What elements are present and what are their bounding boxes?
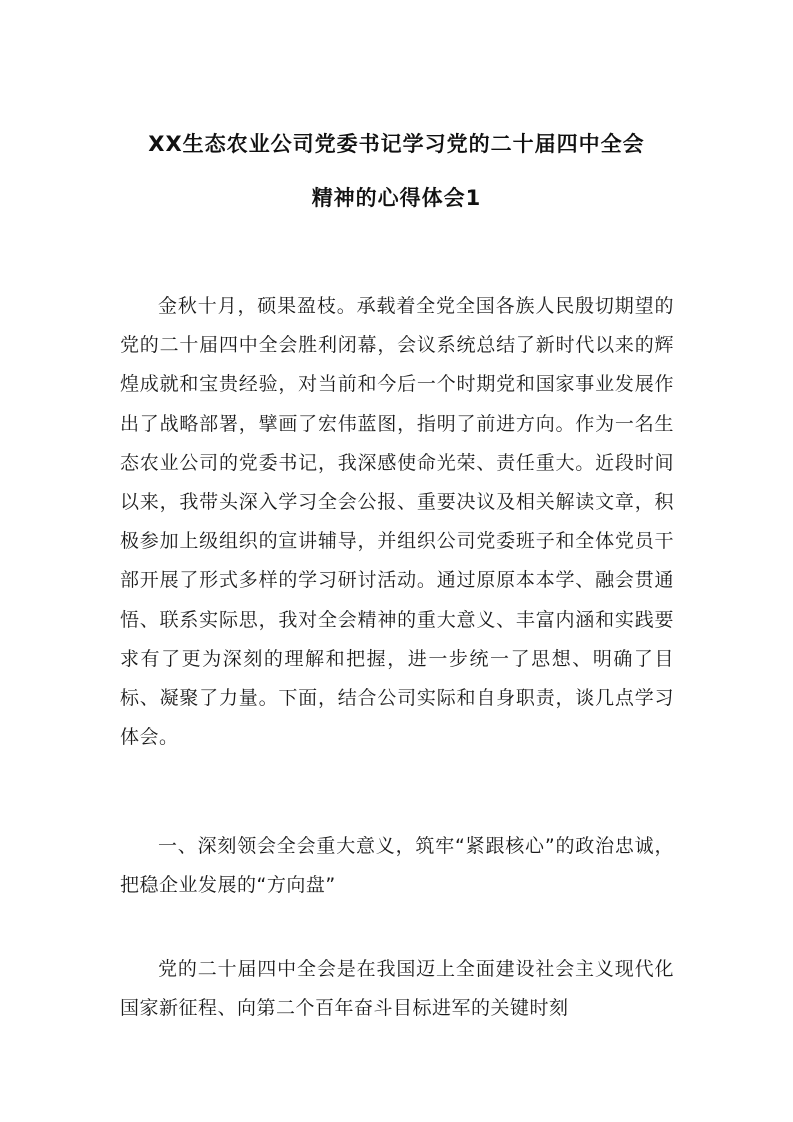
document-title-line-1: XX生态农业公司党委书记学习党的二十届四中全会 — [148, 132, 645, 156]
section-heading-1: 一、深刻领会全会重大意义，筑牢“紧跟核心”的政治忠诚，把稳企业发展的“方向盘” — [120, 835, 674, 897]
document-title-line-2: 精神的心得体会1 — [311, 186, 482, 210]
intro-paragraph: 金秋十月，硕果盈枝。承载着全党全国各族人民殷切期望的党的二十届四中全会胜利闭幕，会议系统总结了新时代以来的辉煌成就和宝贵经验，对当前和今后一个时期党和国家事业发展作出了战略部署，擘画了宏伟蓝图，指明了前进方向。作为一名生态农业公司的党委书记，我深感使命光荣、责任重大。近段时间以来，我带头深入学习全会公报、重要决议及相关解读文章，积极参加上级组织的宣讲辅导，并组织公司党委班子和全体党员干部开展了形式多样的学习研讨活动。通过原原本本学、融会贯通悟、联系实际思，我对全会精神的重大意义、丰富内涵和实践要求有了更为深刻的理解和把握，进一步统一了思想、明确了目标、凝聚了力量。下面，结合公司实际和自身职责，谈几点学习体会。 — [120, 295, 674, 749]
body-paragraph: 党的二十届四中全会是在我国迈上全面建设社会主义现代化国家新征程、向第二个百年奋斗目标进军的关键时刻 — [120, 958, 674, 1020]
